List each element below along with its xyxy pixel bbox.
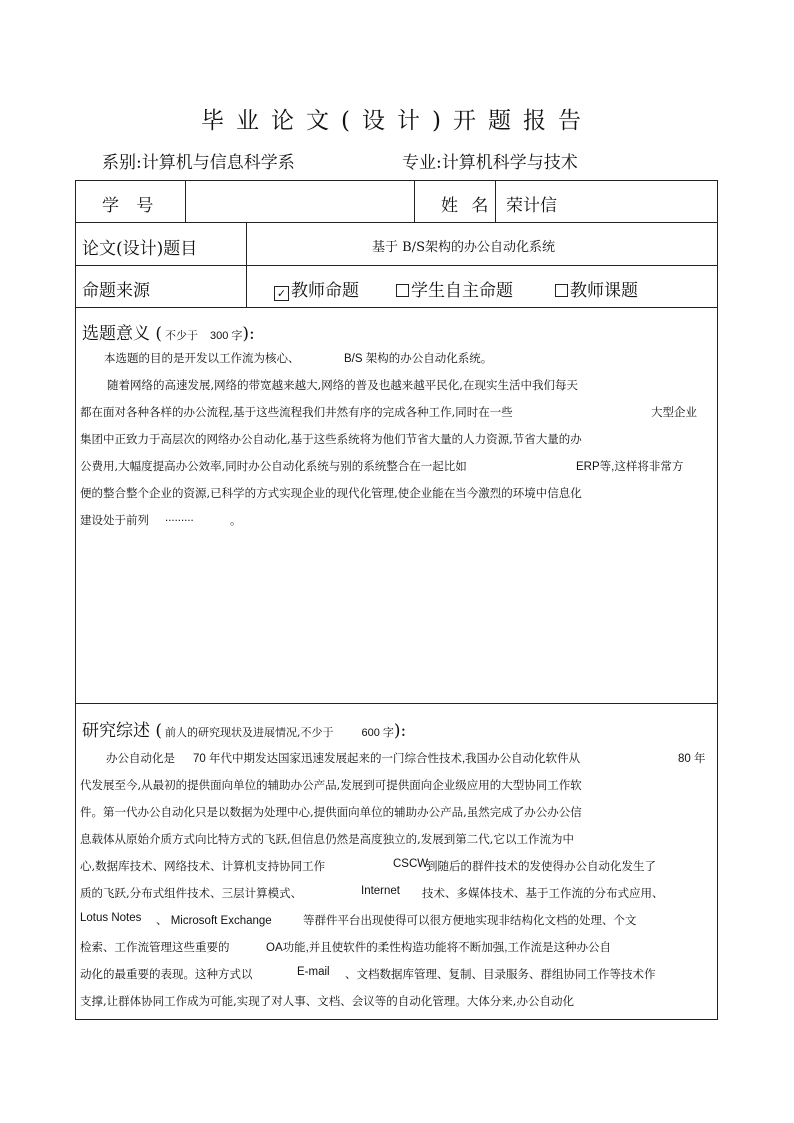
review-heading <box>82 716 406 741</box>
review-unit: 字 <box>382 726 394 739</box>
significance-line: 便的整合整个企业的资源,已科学的方式实现企业的现代化管理,使企业能在当今激烈的环境中信息化 <box>80 486 582 500</box>
significance-count: 300 <box>210 330 229 342</box>
source-option-label: 学生自主命题 <box>411 281 513 301</box>
col-divider <box>185 180 186 222</box>
review-line: 代发展至今,从最初的提供面向单位的辅助办公产品,发展到可提供面向企业级应用的大型协同工作软 <box>80 778 582 792</box>
significance-line: 集团中正致力于高层次的网络办公自动化,基于这些系统将为他们节省大量的人力资源,节省大量的办 <box>80 432 582 446</box>
review-heading-text: 研究综述 ( <box>82 721 163 741</box>
row-divider <box>75 703 717 704</box>
review-heading-end: ): <box>393 721 407 741</box>
review-line: 息载体从原始介质方式向比特方式的飞跃,但信息仍然是高度独立的,发展到第二代,它以工作流为中 <box>80 832 574 846</box>
significance-heading <box>82 319 255 344</box>
review-line: 80 年 <box>678 753 706 765</box>
review-line: 70 年代中期发达国家迅速发展起来的一门综合性技术,我国办公自动化软件从 <box>193 753 581 765</box>
significance-heading-text: 选题意义 ( <box>82 324 163 344</box>
source-option-label: 教师命题 <box>291 281 359 301</box>
col-divider <box>495 180 496 222</box>
significance-line: ERP等,这样将非常方 <box>576 461 684 473</box>
topic-value: 基于 B/S架构的办公自动化系统 <box>372 240 555 255</box>
review-line: 动化的最重要的表现。这种方式以 <box>80 967 253 981</box>
significance-line: 建设处于前列 <box>80 513 149 527</box>
review-line: 技术、多媒体技术、基于工作流的分布式应用、 <box>422 886 664 900</box>
review-line: 、 Microsoft Exchange <box>156 915 272 927</box>
col-divider <box>246 222 247 307</box>
source-label: 命题来源 <box>82 281 150 301</box>
review-line: 质的飞跃,分布式组件技术、三层计算模式、 <box>80 886 303 900</box>
review-line: 、文档数据库管理、复制、目录服务、群组协同工作等技术作 <box>345 967 656 981</box>
review-line: Internet <box>361 885 400 897</box>
topic-label: 论文(设计)题目 <box>82 239 198 259</box>
significance-line: 。 <box>230 513 242 527</box>
significance-line: 随着网络的高速发展,网络的带宽越来越大,网络的普及也越来越平民化,在现实生活中我们每天 <box>107 378 578 392</box>
source-option-teacher[interactable] <box>274 276 359 301</box>
name-value: 荣计信 <box>506 196 557 216</box>
document-title: 毕业论文(设计)开题报告 <box>201 108 593 134</box>
significance-line: 公费用,大幅度提高办公效率,同时办公自动化系统与别的系统整合在一起比如 <box>80 459 467 473</box>
significance-line: 都在面对各种各样的办公流程,基于这些流程我们井然有序的完成各种工作,同时在一些 <box>80 405 513 419</box>
source-option-label: 教师课题 <box>570 281 638 301</box>
review-line: 等群件平台出现使得可以很方便地实现非结构化文档的处理、个文 <box>303 913 637 927</box>
significance-line: ......... <box>165 512 194 524</box>
name-label: 姓 名 <box>441 196 493 216</box>
review-line: 件。第一代办公自动化只是以数据为处理中心,提供面向单位的辅助办公产品,虽然完成了办公办公信 <box>80 805 582 819</box>
row-divider <box>75 265 717 266</box>
review-line: 检索、工作流管理这些重要的 <box>80 940 230 954</box>
major-label: 专业:计算机科学与技术 <box>402 153 578 173</box>
checked-box-icon[interactable]: ✓ <box>274 286 289 301</box>
source-option-project[interactable] <box>555 276 638 301</box>
review-line: 支撑,让群体协同工作成为可能,实现了对人事、文档、会议等的自动化管理。大体分来,办公自动化 <box>80 994 574 1008</box>
review-line: 办公自动化是 <box>106 751 175 765</box>
significance-line: 本选题的目的是开发以工作流为核心、 <box>104 351 300 365</box>
review-line: 心,数据库技术、网络技术、计算机支持协同工作 <box>80 859 326 873</box>
review-line: E-mail <box>297 966 330 978</box>
review-line: 到随后的群件技术的发使得办公自动化发生了 <box>426 859 656 873</box>
department-label: 系别:计算机与信息科学系 <box>102 153 295 173</box>
review-count: 600 <box>361 727 380 739</box>
col-divider <box>414 180 415 222</box>
significance-line: 大型企业 <box>651 405 697 419</box>
row-divider <box>75 222 717 223</box>
significance-heading-end: ): <box>242 324 255 344</box>
significance-unit: 字 <box>231 329 243 342</box>
review-line: OA功能,并且使软件的柔性构造功能将不断加强,工作流是这种办公自 <box>266 942 612 954</box>
student-id-label: 学 号 <box>102 196 160 216</box>
checkbox-icon[interactable] <box>555 284 568 297</box>
significance-line: B/S 架构的办公自动化系统。 <box>344 353 493 365</box>
checkbox-icon[interactable] <box>396 284 409 297</box>
review-note: 前人的研究现状及进展情况,不少于 <box>165 726 334 739</box>
significance-note: 不少于 <box>165 329 199 342</box>
source-option-student[interactable] <box>396 276 513 301</box>
review-line: CSCW <box>393 858 429 870</box>
review-line: Lotus Notes <box>80 912 142 924</box>
row-divider <box>75 307 717 308</box>
